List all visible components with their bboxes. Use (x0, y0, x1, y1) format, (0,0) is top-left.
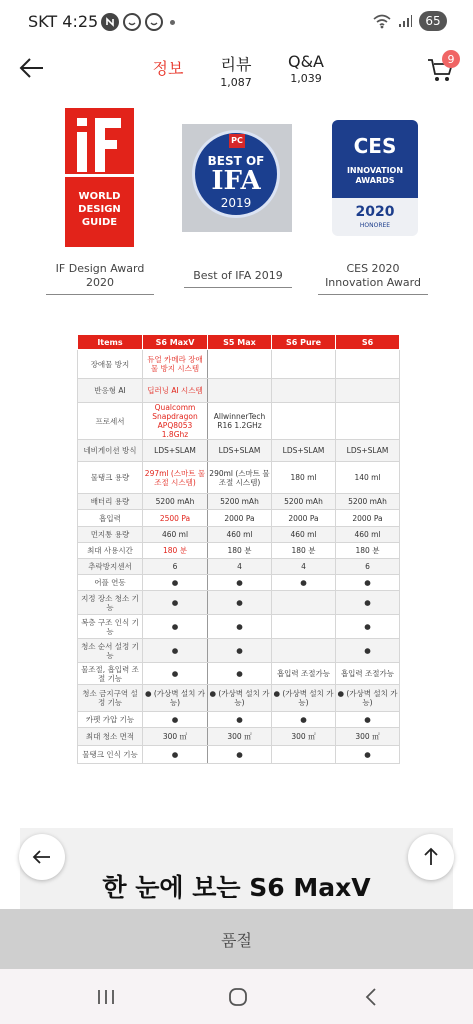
spec-item-label: 배터리 용량 (78, 494, 143, 510)
table-row (78, 350, 400, 379)
spec-cell: ● (336, 575, 400, 591)
table-row (78, 728, 400, 746)
table-row (78, 440, 400, 462)
face-icon (123, 13, 141, 31)
spec-item-label: 청소 순서 설정 기능 (78, 639, 143, 663)
table-row (78, 494, 400, 510)
header-items: Items (78, 335, 143, 350)
header-s6-pure: S6 Pure (272, 335, 336, 350)
award-caption-ces: CES 2020 Innovation Award (318, 262, 428, 295)
spec-cell: ● (가상벽 설치 가능) (336, 685, 400, 712)
spec-cell: 140 ml (336, 462, 400, 494)
spec-cell: LDS+SLAM (272, 440, 336, 462)
spec-cell: 2000 Pa (272, 510, 336, 527)
spec-cell: ● (336, 746, 400, 764)
ces-innovation-award-logo: CES INNOVATION AWARDS 2020 HONOREE (332, 120, 418, 236)
table-row (78, 712, 400, 728)
spec-cell: 흡입력 조절가능 (336, 663, 400, 685)
award-caption-if: IF Design Award 2020 (46, 262, 154, 295)
spec-item-label: 반응형 AI (78, 379, 143, 403)
spec-cell: 460 ml (272, 527, 336, 543)
spec-cell: ● (208, 575, 272, 591)
table-row (78, 639, 400, 663)
spec-item-label: 먼지통 용량 (78, 527, 143, 543)
spec-cell: 딥러닝 AI 시스템 (143, 379, 208, 403)
spec-item-label: 카펫 가압 기능 (78, 712, 143, 728)
spec-cell: ● (208, 746, 272, 764)
spec-cell: 6 (336, 559, 400, 575)
arrow-left-icon (31, 846, 53, 868)
wifi-icon (373, 13, 391, 29)
spec-cell: 300 ㎡ (143, 728, 208, 746)
system-nav-bar (0, 969, 473, 1024)
spec-cell: ● (가상벽 설치 가능) (272, 685, 336, 712)
system-back-icon[interactable] (360, 985, 384, 1009)
spec-cell: ● (336, 639, 400, 663)
recent-apps-icon[interactable] (94, 985, 118, 1009)
spec-cell: 5200 mAh (272, 494, 336, 510)
table-row (78, 575, 400, 591)
spec-cell: Qualcomm Snapdragon APQ8053 1.8Ghz (143, 403, 208, 440)
spec-cell: 460 ml (208, 527, 272, 543)
spec-cell (336, 350, 400, 379)
product-header (0, 44, 473, 94)
spec-cell: 300 ㎡ (336, 728, 400, 746)
spec-item-label: 어플 연동 (78, 575, 143, 591)
spec-cell: 5200 mAh (208, 494, 272, 510)
spec-cell: 180 분 (336, 543, 400, 559)
spec-cell: 2000 Pa (208, 510, 272, 527)
if-design-award-logo: WORLD DESIGN GUIDE (65, 108, 134, 247)
table-row (78, 510, 400, 527)
tab-reviews[interactable]: 리뷰 1,087 (212, 52, 260, 89)
spec-cell: ● (208, 615, 272, 639)
spec-cell: 2000 Pa (336, 510, 400, 527)
spec-cell (272, 379, 336, 403)
more-notifications-dot (170, 20, 175, 25)
spec-cell: 180 분 (143, 543, 208, 559)
spec-comparison-table (77, 334, 399, 764)
table-header-row (78, 335, 400, 350)
spec-cell: 흡입력 조절가능 (272, 663, 336, 685)
spec-cell: 5200 mAh (336, 494, 400, 510)
spec-cell: 460 ml (143, 527, 208, 543)
back-arrow-icon[interactable] (18, 54, 46, 82)
table-row (78, 615, 400, 639)
spec-cell: 4 (208, 559, 272, 575)
spec-cell: 460 ml (336, 527, 400, 543)
spec-item-label: 복층 구조 인식 기능 (78, 615, 143, 639)
spec-cell: ● (208, 639, 272, 663)
scroll-top-button[interactable] (408, 834, 454, 880)
spec-item-label: 네비게이션 방식 (78, 440, 143, 462)
review-count: 1,087 (220, 76, 252, 89)
spec-item-label: 지정 장소 청소 기능 (78, 591, 143, 615)
spec-cell: ● (336, 615, 400, 639)
spec-item-label: 청소 금지구역 설정 기능 (78, 685, 143, 712)
spec-item-label: 물탱크 인식 기능 (78, 746, 143, 764)
tab-qna[interactable]: Q&A 1,039 (282, 52, 330, 85)
if-logo-mark (75, 114, 124, 174)
status-time: SKT 4:25 (28, 12, 99, 31)
status-bar (0, 0, 473, 44)
header-s5-max: S5 Max (208, 335, 272, 350)
spec-cell: 듀얼 카메라 장애물 방지 시스템 (143, 350, 208, 379)
spec-cell: ● (143, 712, 208, 728)
section-title: 한 눈에 보는 S6 MaxV (102, 873, 371, 902)
table-row (78, 746, 400, 764)
table-row (78, 462, 400, 494)
spec-cell (208, 350, 272, 379)
qna-count: 1,039 (290, 72, 322, 85)
sold-out-button[interactable]: 품절 (0, 909, 473, 969)
spec-item-label: 흡입력 (78, 510, 143, 527)
spec-cell: ● (143, 591, 208, 615)
spec-cell: ● (143, 663, 208, 685)
home-icon[interactable] (226, 985, 250, 1009)
spec-cell: 6 (143, 559, 208, 575)
spec-cell (272, 403, 336, 440)
header-s6: S6 (336, 335, 400, 350)
spec-item-label: 최대 사용시간 (78, 543, 143, 559)
spec-cell: ● (143, 615, 208, 639)
spec-cell: ● (336, 591, 400, 615)
spec-cell: LDS+SLAM (336, 440, 400, 462)
header-s6-maxv: S6 MaxV (143, 335, 208, 350)
spec-item-label: 프로세서 (78, 403, 143, 440)
table-row (78, 559, 400, 575)
spec-cell: 290ml (스마트 물조절 시스템) (208, 462, 272, 494)
spec-cell: ● (가상벽 설치 가능) (208, 685, 272, 712)
spec-cell: ● (208, 591, 272, 615)
spec-cell (208, 379, 272, 403)
signal-icon (397, 13, 413, 29)
spec-item-label: 물탱크 용량 (78, 462, 143, 494)
spec-cell: 180 분 (208, 543, 272, 559)
spec-cell: ● (272, 712, 336, 728)
spec-cell (272, 746, 336, 764)
spec-cell: 180 ml (272, 462, 336, 494)
spec-cell (272, 639, 336, 663)
spec-item-label: 최대 청소 면적 (78, 728, 143, 746)
spec-cell: 5200 mAh (143, 494, 208, 510)
spec-cell: ● (208, 663, 272, 685)
spec-cell: 2500 Pa (143, 510, 208, 527)
best-of-ifa-logo: PC BEST OF IFA 2019 (182, 124, 292, 232)
spec-cell: ● (272, 575, 336, 591)
tab-info[interactable]: 정보 (152, 59, 184, 78)
spec-cell (272, 615, 336, 639)
arrow-up-icon (420, 846, 442, 868)
spec-cell: ● (143, 639, 208, 663)
spec-cell (336, 403, 400, 440)
spec-cell: 180 분 (272, 543, 336, 559)
award-caption-ifa: Best of IFA 2019 (184, 269, 292, 288)
table-row (78, 685, 400, 712)
cart-count-badge: 9 (442, 50, 460, 68)
spec-cell: LDS+SLAM (143, 440, 208, 462)
spec-cell (272, 350, 336, 379)
spec-item-label: 물조절, 흡입력 조절 기능 (78, 663, 143, 685)
spec-cell (336, 379, 400, 403)
n-icon (101, 13, 119, 31)
spec-item-label: 장애물 방지 (78, 350, 143, 379)
spec-cell: ● (336, 712, 400, 728)
spec-cell: ● (208, 712, 272, 728)
table-row (78, 663, 400, 685)
face-icon (145, 13, 163, 31)
scroll-back-button[interactable] (19, 834, 65, 880)
spec-cell: 4 (272, 559, 336, 575)
table-row (78, 403, 400, 440)
spec-cell: ● (143, 575, 208, 591)
spec-cell: ● (가상벽 설치 가능) (143, 685, 208, 712)
spec-cell: ● (143, 746, 208, 764)
table-row (78, 379, 400, 403)
table-row (78, 527, 400, 543)
spec-cell: LDS+SLAM (208, 440, 272, 462)
spec-cell: AllwinnerTech R16 1.2GHz (208, 403, 272, 440)
battery-indicator: 65 (419, 11, 447, 31)
spec-cell (272, 591, 336, 615)
spec-cell: 297ml (스마트 물조절 시스템) (143, 462, 208, 494)
spec-item-label: 추락방지센서 (78, 559, 143, 575)
table-row (78, 591, 400, 615)
spec-cell: 300 ㎡ (272, 728, 336, 746)
spec-cell: 300 ㎡ (208, 728, 272, 746)
table-row (78, 543, 400, 559)
